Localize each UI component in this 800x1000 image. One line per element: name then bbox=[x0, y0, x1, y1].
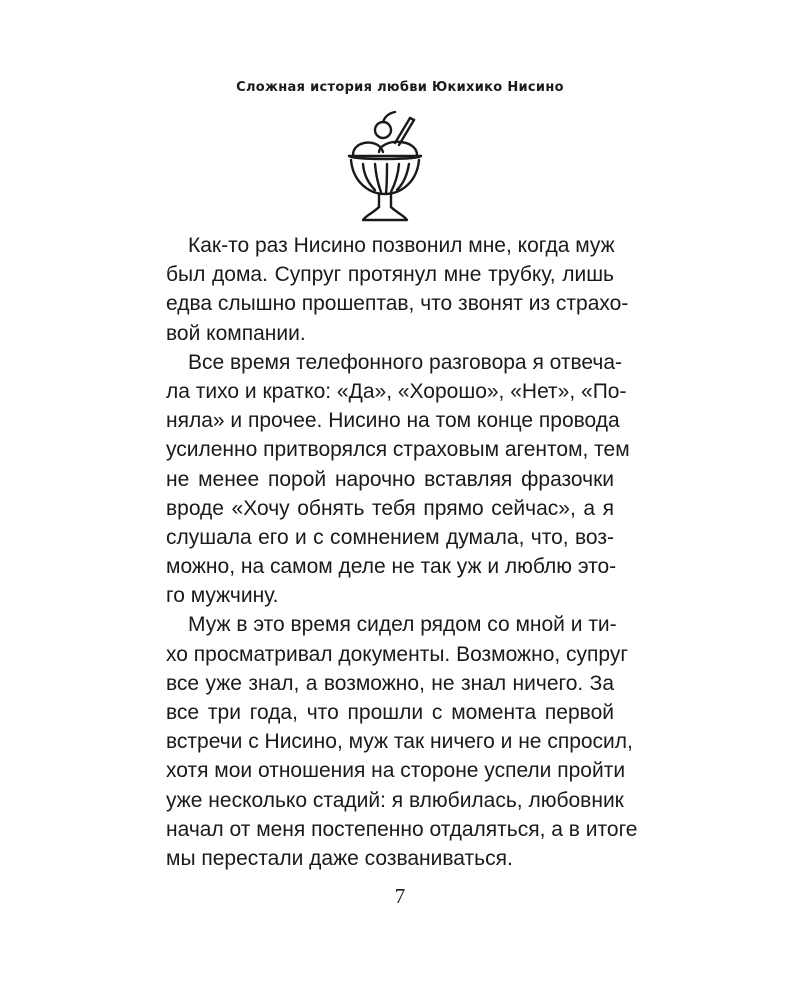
text-line: хотя мои отношения на стороне успели пройти bbox=[166, 759, 626, 783]
text-line: няла» и прочее. Нисино на том конце провода bbox=[166, 409, 620, 433]
text-line: начал от меня постепенно отдаляться, а в итоге bbox=[166, 817, 638, 841]
text-line: можно, на самом деле не так уж и люблю это- bbox=[166, 555, 617, 579]
text-line: едва слышно прошептав, что звонят из страхо- bbox=[166, 292, 629, 316]
text-line: все уже знал, а возможно, не знал ничего. За bbox=[166, 671, 614, 695]
text-line: Как-то раз Нисино позвонил мне, когда муж bbox=[188, 234, 615, 257]
text-line: не менее порой нарочно вставляя фразочки bbox=[166, 467, 614, 491]
text-line: хо просматривал документы. Возможно, супруг bbox=[166, 642, 629, 666]
text-line: Муж в это время сидел рядом со мной и ти- bbox=[188, 613, 617, 637]
page-number: 7 bbox=[394, 884, 406, 908]
text-line: усиленно притворялся страховым агентом, тем bbox=[166, 438, 630, 462]
text-line: вроде «Хочу обнять тебя прямо сейчас», а я bbox=[166, 496, 614, 520]
running-head: Сложная история любви Юкихико Нисино bbox=[236, 80, 564, 95]
text-line: мы перестали даже созваниваться. bbox=[166, 846, 513, 870]
text-line: был дома. Супруг протянул мне трубку, лишь bbox=[166, 263, 614, 287]
text-line: ла тихо и кратко: «Да», «Хорошо», «Нет», «По- bbox=[166, 379, 627, 403]
body-text bbox=[166, 231, 638, 873]
text-line: го мужчину. bbox=[166, 584, 279, 608]
ice-cream-sundae-icon bbox=[343, 110, 427, 230]
text-line: уже несколько стадий: я влюбилась, любовник bbox=[166, 788, 624, 812]
text-line: вой компании. bbox=[166, 321, 306, 345]
text-line: Все время телефонного разговора я отвеча- bbox=[188, 350, 622, 374]
text-line: все три года, что прошли с момента первой bbox=[166, 701, 614, 724]
text-line: слушала его и с сомнением думала, что, воз- bbox=[166, 525, 614, 549]
text-line: встречи с Нисино, муж так ничего и не спросил, bbox=[166, 730, 633, 754]
